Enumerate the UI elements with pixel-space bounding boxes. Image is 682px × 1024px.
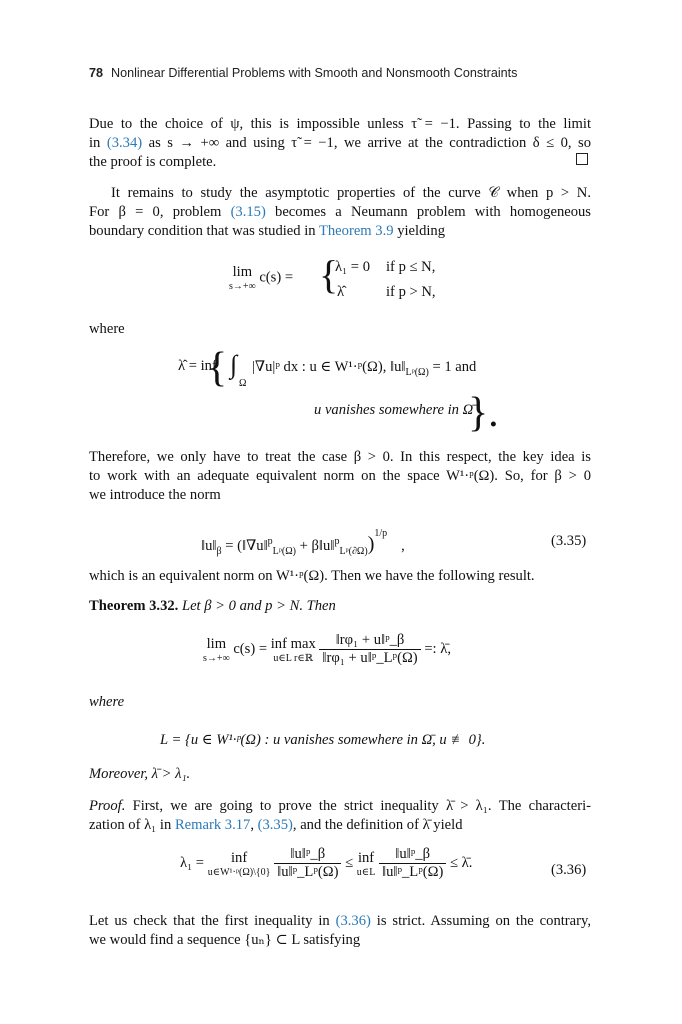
- outer-exponent: 1/p: [374, 528, 388, 540]
- integrand: |∇u|ᵖ dx : u ∈ W¹·ᵖ(Ω), ‖u‖: [252, 359, 406, 375]
- theorem-statement: [89, 598, 336, 615]
- text-line: [89, 134, 591, 153]
- text-fragment: , and the definition of λ̄ yield: [292, 817, 463, 833]
- close-paren: ): [367, 533, 375, 555]
- text-fragment: as s → +∞ and using τ̃ = −1, we arrive at the contradiction δ ≤ 0, so: [142, 135, 591, 151]
- fraction: [274, 846, 341, 881]
- inf-operator: [208, 850, 271, 878]
- where-label: where: [89, 321, 125, 337]
- sub: Lᵖ(∂Ω): [339, 545, 368, 557]
- equation-ref-link[interactable]: (3.15): [230, 204, 266, 220]
- denominator: ‖u‖ᵖ_Lᵖ(Ω): [381, 864, 444, 880]
- proof-label: Proof.: [89, 798, 126, 814]
- lhs-norm: ‖u‖: [201, 538, 217, 554]
- lim-subscript: s→+∞: [203, 652, 230, 664]
- numerator: ‖u‖ᵖ_β: [274, 846, 341, 864]
- text-line: we would find a sequence {uₙ} ⊂ L satisfying: [89, 932, 361, 948]
- equation-number: (3.35): [551, 533, 587, 549]
- tail: = 1 and: [428, 359, 477, 375]
- inf-subscript: u∈L: [356, 866, 376, 878]
- text-line: [89, 797, 591, 816]
- right-brace: }.: [468, 390, 499, 436]
- text-fragment: zation of λ₁ in: [89, 817, 175, 833]
- inf-operator: [357, 850, 376, 878]
- integral-sign: ∫: [230, 350, 238, 379]
- equation-ref-link[interactable]: (3.34): [106, 135, 143, 151]
- text-line: which is an equivalent norm on W¹·ᵖ(Ω). Then we have the following result.: [89, 568, 535, 584]
- body-text: = (‖∇u‖: [221, 538, 268, 554]
- text-fragment: First, we are going to prove the strict inequality λ̄ > λ₁. The characteri-: [125, 798, 591, 814]
- where-label: where: [89, 694, 125, 710]
- integrand-text: [252, 358, 476, 376]
- text-fragment: ,: [250, 817, 258, 833]
- text-fragment: boundary condition that was studied in: [89, 223, 319, 239]
- text-fragment: Let us check that the first inequality in: [89, 913, 336, 929]
- vanishes-condition: u vanishes somewhere in Ω̄: [314, 402, 474, 418]
- paragraph-equivalent-norm: [89, 567, 591, 586]
- leq-sign: ≤: [345, 855, 354, 871]
- equation-ref-link[interactable]: (3.35): [257, 817, 293, 833]
- paragraph-norm: [89, 448, 591, 505]
- page-number: 78: [89, 66, 104, 80]
- lim-text: lim: [232, 264, 253, 280]
- norm-equation: [201, 528, 405, 557]
- set-L-definition: L = {u ∈ W¹·ᵖ(Ω) : u vanishes somewhere in Ω̄, u ≢ 0}.: [160, 732, 486, 748]
- proof-paragraph: [89, 797, 591, 835]
- text-line: [89, 203, 591, 222]
- inequality-equation: [180, 846, 472, 881]
- exp: p: [267, 536, 273, 548]
- text-line: the proof is complete.: [89, 154, 217, 170]
- mid-text: + β‖u‖: [295, 538, 335, 554]
- case-condition-1: if p ≤ N,: [386, 259, 436, 275]
- limit-operator: [229, 264, 256, 292]
- text-fragment: becomes a Neumann problem with homogeneous: [265, 204, 591, 220]
- lhs-text: λ₁ =: [180, 855, 205, 871]
- inf-max-subscript: u∈L r∈ℝ: [273, 652, 314, 664]
- limit-equation: [229, 264, 293, 292]
- lim-text: lim: [206, 635, 227, 652]
- paragraph-asymptotic: [89, 184, 591, 241]
- theorem-label: Theorem 3.32.: [89, 598, 179, 614]
- sub: Lᵖ(Ω): [272, 545, 296, 557]
- lhs-text: c(s) =: [233, 641, 268, 657]
- rhs-text: =: λ̄,: [424, 641, 451, 657]
- inf-text: inf: [230, 849, 248, 866]
- fraction: [319, 632, 420, 667]
- paragraph-strict: [89, 912, 591, 950]
- text-line: It remains to study the asymptotic properties of the curve 𝒞 when p > N.: [111, 185, 591, 201]
- text-line: [89, 816, 591, 835]
- inf-subscript: u∈W¹·ᵖ(Ω)\{0}: [207, 866, 271, 878]
- leq-sign: ≤ λ̄.: [449, 855, 473, 871]
- theorem-text: Let β > 0 and p > N. Then: [178, 598, 336, 614]
- text-line: [89, 912, 591, 931]
- lim-subscript: s→+∞: [229, 281, 256, 292]
- equation-ref-link[interactable]: (3.36): [335, 913, 371, 929]
- lhs-text: λ̂ = inf: [178, 358, 217, 374]
- denominator: ‖rφ₁ + u‖ᵖ_Lᵖ(Ω): [322, 650, 418, 666]
- inf-text: inf: [357, 849, 375, 866]
- lhs-text: c(s) =: [259, 269, 294, 286]
- text-line: we introduce the norm: [89, 487, 221, 503]
- text-line: Therefore, we only have to treat the case β > 0. In this respect, the key idea is: [89, 449, 591, 465]
- text-fragment: yielding: [393, 223, 446, 239]
- numerator: ‖u‖ᵖ_β: [379, 846, 446, 864]
- text-line: to work with an adequate equivalent norm on the space W¹·ᵖ(Ω). So, for β > 0: [89, 468, 591, 484]
- paragraph-proof-end: [89, 115, 591, 172]
- text-line: Due to the choice of ψ, this is impossible unless τ̃ = −1. Passing to the limit: [89, 116, 591, 132]
- case-value-2: λ̂: [337, 284, 345, 300]
- left-brace: {: [319, 252, 339, 297]
- exp: p: [334, 536, 340, 548]
- running-header: [89, 66, 517, 80]
- text-line: [89, 222, 591, 241]
- theorem-ref-link[interactable]: Theorem 3.9: [318, 223, 394, 239]
- text-fragment: For β = 0, problem: [89, 204, 231, 220]
- inf-max-operator: [271, 636, 316, 664]
- limit-operator: [203, 636, 230, 664]
- running-title: Nonlinear Differential Problems with Smooth and Nonsmooth Constraints: [111, 66, 518, 80]
- theorem-equation: [203, 632, 451, 667]
- fraction: [379, 846, 446, 881]
- text-fragment: in: [89, 135, 107, 151]
- case-condition-2: if p > N,: [386, 284, 436, 300]
- moreover-statement: Moreover, λ̄ > λ₁.: [89, 766, 191, 782]
- inf-max-text: inf max: [270, 635, 316, 652]
- denominator: ‖u‖ᵖ_Lᵖ(Ω): [277, 864, 339, 880]
- norm-subscript: Lᵖ(Ω): [405, 366, 429, 378]
- qed-square-icon: [576, 153, 588, 165]
- remark-ref-link[interactable]: Remark 3.17: [174, 817, 251, 833]
- equation-number: (3.36): [551, 862, 587, 878]
- comma: ,: [401, 538, 405, 554]
- case-value-1: λ₁ = 0: [335, 259, 370, 275]
- text-fragment: is strict. Assuming on the contrary,: [370, 913, 591, 929]
- lhs-subscript: β: [216, 545, 222, 557]
- integral-subscript: Ω: [239, 378, 247, 389]
- numerator: ‖rφ₁ + u‖ᵖ_β: [319, 632, 420, 650]
- left-brace: {: [207, 345, 228, 391]
